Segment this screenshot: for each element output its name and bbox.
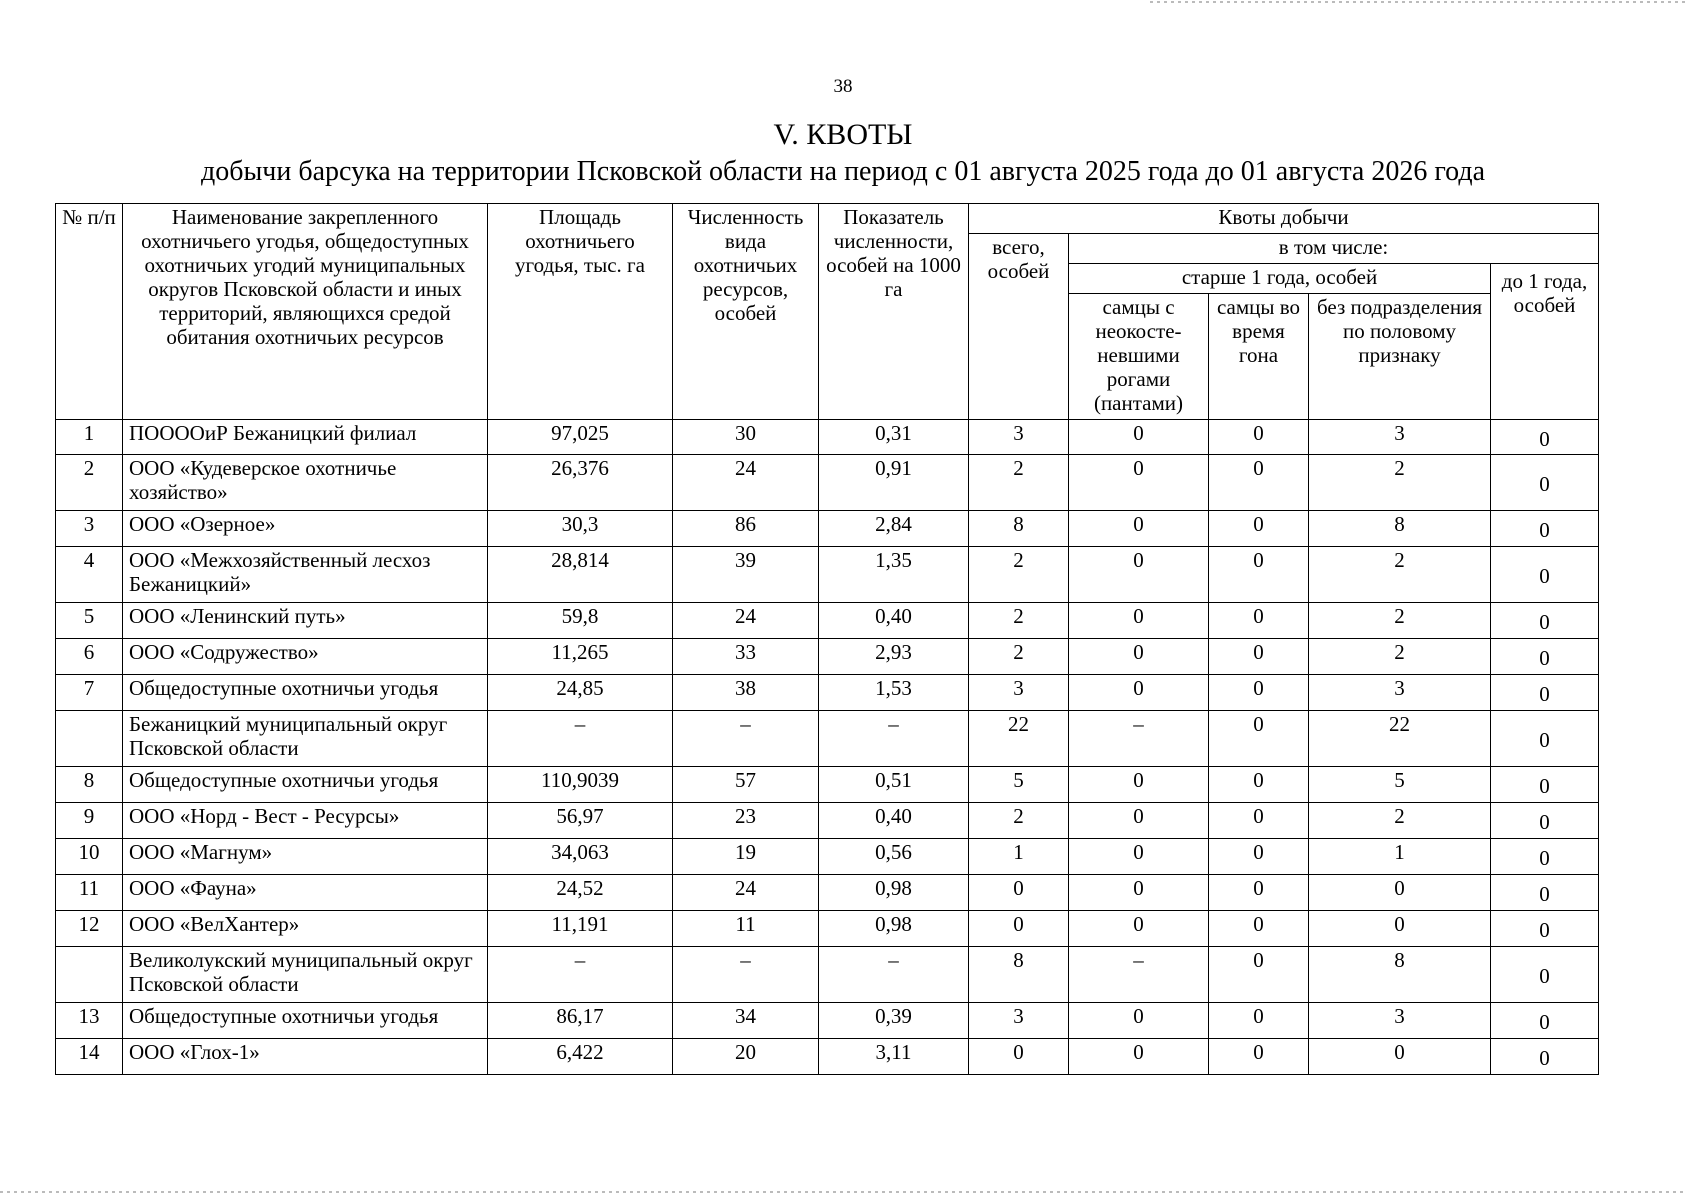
cell-males-rut: 0 [1209, 603, 1309, 639]
cell-total: 2 [969, 603, 1069, 639]
cell-males-rut: 0 [1209, 1002, 1309, 1038]
cell-young: 0 [1491, 946, 1599, 1002]
cell-no-sex: 3 [1309, 675, 1491, 711]
cell-density: 0,40 [819, 803, 969, 839]
cell-population: 24 [673, 603, 819, 639]
cell-no-sex: 0 [1309, 875, 1491, 911]
cell-area: 24,85 [488, 675, 673, 711]
cell-no-sex: 3 [1309, 419, 1491, 455]
cell-area: 30,3 [488, 511, 673, 547]
cell-population: – [673, 711, 819, 767]
cell-no-sex: 8 [1309, 511, 1491, 547]
cell-no-sex: 2 [1309, 455, 1491, 511]
cell-area: 97,025 [488, 419, 673, 455]
cell-population: 39 [673, 547, 819, 603]
cell-density: – [819, 711, 969, 767]
cell-total: 2 [969, 455, 1069, 511]
header-name: Наименование закрепленного охотничьего угодья, общедоступных охотничьих угодий муниципальных округов Псковской области и иных территорий, являющихся средой обитания охотничьих ресурсов [123, 204, 488, 420]
cell-name: ООО «Кудеверское охотничье хозяйство» [123, 455, 488, 511]
table-row [56, 547, 1599, 603]
cell-name: Общедоступные охотничьи угодья [123, 675, 488, 711]
cell-young: 0 [1491, 455, 1599, 511]
page-subtitle: добычи барсука на территории Псковской области на период с 01 августа 2025 года до 01 августа 2026 года [200, 156, 1486, 187]
header-population: Численность вида охотничьих ресурсов, особей [673, 204, 819, 420]
table-row [56, 910, 1599, 946]
cell-density: – [819, 946, 969, 1002]
quota-table [55, 203, 1599, 1075]
cell-young: 0 [1491, 767, 1599, 803]
cell-no-sex: 1 [1309, 839, 1491, 875]
cell-population: 11 [673, 910, 819, 946]
cell-density: 0,31 [819, 419, 969, 455]
cell-num: 3 [56, 511, 123, 547]
table-row [56, 803, 1599, 839]
cell-males-rut: 0 [1209, 839, 1309, 875]
cell-density: 1,53 [819, 675, 969, 711]
cell-males-antlers: 0 [1069, 511, 1209, 547]
cell-young: 0 [1491, 1038, 1599, 1074]
cell-area: – [488, 946, 673, 1002]
cell-young: 0 [1491, 639, 1599, 675]
cell-population: 24 [673, 875, 819, 911]
cell-males-rut: 0 [1209, 946, 1309, 1002]
table-row [56, 675, 1599, 711]
cell-density: 2,84 [819, 511, 969, 547]
cell-density: 0,40 [819, 603, 969, 639]
cell-num: 1 [56, 419, 123, 455]
cell-males-rut: 0 [1209, 419, 1309, 455]
cell-total: 5 [969, 767, 1069, 803]
cell-num: 10 [56, 839, 123, 875]
cell-population: 24 [673, 455, 819, 511]
cell-num: 14 [56, 1038, 123, 1074]
cell-total: 3 [969, 675, 1069, 711]
cell-num: 4 [56, 547, 123, 603]
table-row [56, 1038, 1599, 1074]
cell-area: 86,17 [488, 1002, 673, 1038]
cell-num [56, 711, 123, 767]
cell-population: 23 [673, 803, 819, 839]
cell-num: 6 [56, 639, 123, 675]
cell-males-rut: 0 [1209, 1038, 1309, 1074]
cell-total: 2 [969, 547, 1069, 603]
cell-no-sex: 2 [1309, 603, 1491, 639]
cell-males-antlers: 0 [1069, 419, 1209, 455]
header-young: до 1 года, особей [1491, 263, 1599, 419]
cell-population: – [673, 946, 819, 1002]
cell-males-antlers: 0 [1069, 803, 1209, 839]
scan-artifact-bottom [0, 1191, 1686, 1193]
cell-name: ООО «ВелХантер» [123, 910, 488, 946]
header-males-antlers: самцы с неокосте-невшими рогами (пантами) [1069, 293, 1209, 419]
cell-young: 0 [1491, 603, 1599, 639]
cell-density: 0,51 [819, 767, 969, 803]
cell-area: 26,376 [488, 455, 673, 511]
header-males-rut: самцы во время гона [1209, 293, 1309, 419]
cell-area: 110,9039 [488, 767, 673, 803]
table-row [56, 603, 1599, 639]
cell-males-antlers: – [1069, 711, 1209, 767]
cell-males-rut: 0 [1209, 455, 1309, 511]
cell-density: 0,56 [819, 839, 969, 875]
cell-density: 3,11 [819, 1038, 969, 1074]
cell-name: ПООООиР Бежаницкий филиал [123, 419, 488, 455]
cell-num: 5 [56, 603, 123, 639]
cell-males-rut: 0 [1209, 803, 1309, 839]
cell-total: 3 [969, 1002, 1069, 1038]
cell-males-antlers: – [1069, 946, 1209, 1002]
header-total: всего, особей [969, 233, 1069, 419]
table-row [56, 1002, 1599, 1038]
cell-population: 38 [673, 675, 819, 711]
cell-males-antlers: 0 [1069, 603, 1209, 639]
cell-males-antlers: 0 [1069, 910, 1209, 946]
table-body [56, 419, 1599, 1074]
cell-males-antlers: 0 [1069, 875, 1209, 911]
cell-density: 0,39 [819, 1002, 969, 1038]
cell-population: 30 [673, 419, 819, 455]
cell-young: 0 [1491, 711, 1599, 767]
cell-males-rut: 0 [1209, 875, 1309, 911]
table-header [56, 204, 1599, 420]
cell-no-sex: 2 [1309, 639, 1491, 675]
cell-total: 3 [969, 419, 1069, 455]
cell-population: 20 [673, 1038, 819, 1074]
cell-young: 0 [1491, 547, 1599, 603]
cell-name: ООО «Ленинский путь» [123, 603, 488, 639]
cell-area: 11,265 [488, 639, 673, 675]
cell-males-rut: 0 [1209, 767, 1309, 803]
cell-young: 0 [1491, 910, 1599, 946]
table-row [56, 946, 1599, 1002]
cell-males-rut: 0 [1209, 639, 1309, 675]
cell-no-sex: 2 [1309, 547, 1491, 603]
cell-population: 34 [673, 1002, 819, 1038]
cell-males-rut: 0 [1209, 511, 1309, 547]
cell-males-antlers: 0 [1069, 455, 1209, 511]
cell-total: 8 [969, 511, 1069, 547]
cell-area: – [488, 711, 673, 767]
cell-males-rut: 0 [1209, 910, 1309, 946]
cell-total: 0 [969, 910, 1069, 946]
cell-population: 57 [673, 767, 819, 803]
cell-young: 0 [1491, 803, 1599, 839]
cell-population: 19 [673, 839, 819, 875]
cell-total: 2 [969, 803, 1069, 839]
cell-num: 8 [56, 767, 123, 803]
cell-num: 11 [56, 875, 123, 911]
cell-no-sex: 22 [1309, 711, 1491, 767]
cell-no-sex: 5 [1309, 767, 1491, 803]
table-row [56, 839, 1599, 875]
cell-density: 2,93 [819, 639, 969, 675]
header-quotas: Квоты добычи [969, 204, 1599, 234]
cell-density: 0,98 [819, 910, 969, 946]
page-number: 38 [833, 76, 853, 97]
cell-no-sex: 0 [1309, 1038, 1491, 1074]
cell-total: 8 [969, 946, 1069, 1002]
cell-males-rut: 0 [1209, 547, 1309, 603]
cell-name: ООО «Озерное» [123, 511, 488, 547]
cell-name: ООО «Норд - Вест - Ресурсы» [123, 803, 488, 839]
cell-num: 12 [56, 910, 123, 946]
cell-density: 0,91 [819, 455, 969, 511]
header-including: в том числе: [1069, 233, 1599, 263]
cell-name: ООО «Магнум» [123, 839, 488, 875]
cell-name: ООО «Межхозяйственный лесхоз Бежаницкий» [123, 547, 488, 603]
cell-total: 1 [969, 839, 1069, 875]
cell-total: 22 [969, 711, 1069, 767]
table-row [56, 455, 1599, 511]
cell-males-antlers: 0 [1069, 839, 1209, 875]
cell-density: 0,98 [819, 875, 969, 911]
header-older: старше 1 года, особей [1069, 263, 1491, 293]
cell-area: 59,8 [488, 603, 673, 639]
table-row [56, 875, 1599, 911]
cell-no-sex: 8 [1309, 946, 1491, 1002]
cell-area: 28,814 [488, 547, 673, 603]
cell-males-antlers: 0 [1069, 675, 1209, 711]
cell-name: ООО «Фауна» [123, 875, 488, 911]
cell-young: 0 [1491, 511, 1599, 547]
cell-area: 34,063 [488, 839, 673, 875]
table-row [56, 639, 1599, 675]
cell-num [56, 946, 123, 1002]
cell-young: 0 [1491, 1002, 1599, 1038]
cell-males-antlers: 0 [1069, 767, 1209, 803]
cell-males-antlers: 0 [1069, 1002, 1209, 1038]
scan-artifact-top [1150, 1, 1686, 3]
table-row [56, 419, 1599, 455]
cell-population: 86 [673, 511, 819, 547]
cell-total: 2 [969, 639, 1069, 675]
cell-num: 9 [56, 803, 123, 839]
cell-no-sex: 0 [1309, 910, 1491, 946]
cell-total: 0 [969, 1038, 1069, 1074]
cell-name: Общедоступные охотничьи угодья [123, 1002, 488, 1038]
table-row [56, 511, 1599, 547]
cell-name: ООО «Глох-1» [123, 1038, 488, 1074]
page-title: V. КВОТЫ [773, 118, 913, 151]
cell-num: 13 [56, 1002, 123, 1038]
cell-males-rut: 0 [1209, 675, 1309, 711]
cell-young: 0 [1491, 875, 1599, 911]
header-num: № п/п [56, 204, 123, 420]
cell-population: 33 [673, 639, 819, 675]
cell-total: 0 [969, 875, 1069, 911]
cell-density: 1,35 [819, 547, 969, 603]
table-row [56, 767, 1599, 803]
header-density: Показатель численности, особей на 1000 га [819, 204, 969, 420]
cell-males-rut: 0 [1209, 711, 1309, 767]
cell-num: 2 [56, 455, 123, 511]
cell-no-sex: 3 [1309, 1002, 1491, 1038]
cell-area: 24,52 [488, 875, 673, 911]
header-area: Площадь охотничьего угодья, тыс. га [488, 204, 673, 420]
table-row [56, 711, 1599, 767]
cell-area: 11,191 [488, 910, 673, 946]
cell-area: 56,97 [488, 803, 673, 839]
cell-young: 0 [1491, 419, 1599, 455]
cell-name: Великолукский муниципальный округ Псковской области [123, 946, 488, 1002]
cell-males-antlers: 0 [1069, 1038, 1209, 1074]
cell-name: ООО «Содружество» [123, 639, 488, 675]
cell-num: 7 [56, 675, 123, 711]
cell-males-antlers: 0 [1069, 547, 1209, 603]
cell-no-sex: 2 [1309, 803, 1491, 839]
cell-name: Общедоступные охотничьи угодья [123, 767, 488, 803]
cell-area: 6,422 [488, 1038, 673, 1074]
cell-name: Бежаницкий муниципальный округ Псковской области [123, 711, 488, 767]
cell-young: 0 [1491, 675, 1599, 711]
header-no-sex: без подразделения по половому признаку [1309, 293, 1491, 419]
cell-males-antlers: 0 [1069, 639, 1209, 675]
cell-young: 0 [1491, 839, 1599, 875]
